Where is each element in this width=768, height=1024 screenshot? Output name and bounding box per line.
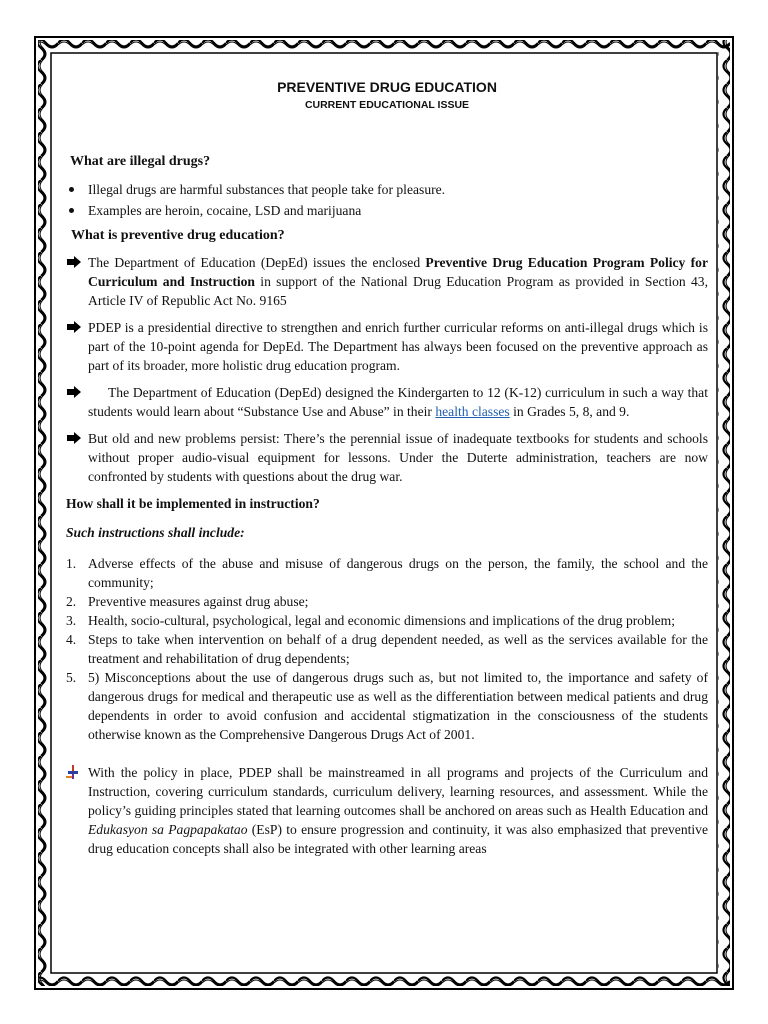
- list-item: 2. Preventive measures against drug abuse;: [66, 594, 309, 609]
- heading-illegal-drugs: What are illegal drugs?: [70, 154, 211, 169]
- bullet-icon: [69, 187, 74, 192]
- health-classes-link[interactable]: health classes: [435, 404, 510, 419]
- arrow-list-preventive-education: [66, 253, 708, 486]
- arrow-bullet-icon: [66, 321, 82, 333]
- policy-paragraph: With the policy in place, PDEP shall be mainstreamed in all programs and projects of the Curriculum and Instruction, covering curriculum standards, curriculum delivery, learning resources, and assessment. While the policy’s guiding principles stated that learning outcomes shall be anchored on areas such as Health Education and Edukasyon sa Pagpapakatao (EsP) to ensure progression and continuity, it was also emphasized that preventive drug education concepts shall also be integrated with other learning areas: [66, 763, 708, 858]
- list-item: The Department of Education (DepEd) designed the Kindergarten to 12 (K-12) curriculum in such a way that students would learn about “Substance Use and Abuse” in their health classes in Grades 5, 8, and 9.: [66, 383, 708, 421]
- list-item: 3. Health, socio-cultural, psychological, legal and economic dimensions and implications of the drug problem;: [66, 613, 676, 628]
- pushpin-bullet-icon: [66, 765, 80, 779]
- list-item: Examples are heroin, cocaine, LSD and marijuana: [66, 201, 708, 220]
- list-item: 5. 5) Misconceptions about the use of dangerous drugs such as, but not limited to, the importance and safety of dangerous drugs for medical and therapeutic use as well as the differentiation between medical patients and drug dependents in order to avoid confusion and accidental stigmatization in the consciousness of the students otherwise known as the Comprehensive Dangerous Drugs Act of 2001.: [66, 670, 708, 742]
- arrow-bullet-icon: [66, 432, 82, 444]
- list-item: Illegal drugs are harmful substances that people take for pleasure.: [66, 180, 708, 199]
- heading-preventive-education: What is preventive drug education?: [71, 228, 285, 243]
- page-title: PREVENTIVE DRUG EDUCATION: [277, 79, 497, 95]
- numbered-list-instructions: [66, 554, 708, 744]
- list-item: But old and new problems persist: There’s the perennial issue of inadequate textbooks for students and schools without proper audio-visual equipment for lessons. Under the Duterte administration, teachers are now confronted by students with questions about the drug war.: [66, 429, 708, 486]
- list-item: The Department of Education (DepEd) issues the enclosed Preventive Drug Education Program Policy for Curriculum and Instruction in support of the National Drug Education Program as provided in Section 43, Article IV of Republic Act No. 9165: [66, 253, 708, 310]
- arrow-bullet-icon: [66, 256, 82, 268]
- bullet-icon: [69, 208, 74, 213]
- document-body: [66, 76, 708, 858]
- arrow-bullet-icon: [66, 386, 82, 398]
- list-item: 1. Adverse effects of the abuse and misuse of dangerous drugs on the person, the family, the school and the community;: [66, 556, 708, 590]
- subheading-instructions: Such instructions shall include:: [66, 525, 245, 540]
- list-item: 4. Steps to take when intervention on behalf of a drug dependent needed, as well as the services available for the treatment and rehabilitation of drug dependents;: [66, 632, 708, 666]
- list-item: PDEP is a presidential directive to strengthen and enrich further curricular reforms on anti-illegal drugs which is part of the 10-point agenda for DepEd. The Department has always been focused on the preventive approach as part of its broader, more holistic drug education program.: [66, 318, 708, 375]
- heading-implementation: How shall it be implemented in instruction?: [66, 496, 320, 511]
- bullet-list-illegal-drugs: [66, 180, 708, 220]
- page-subtitle: CURRENT EDUCATIONAL ISSUE: [304, 99, 470, 111]
